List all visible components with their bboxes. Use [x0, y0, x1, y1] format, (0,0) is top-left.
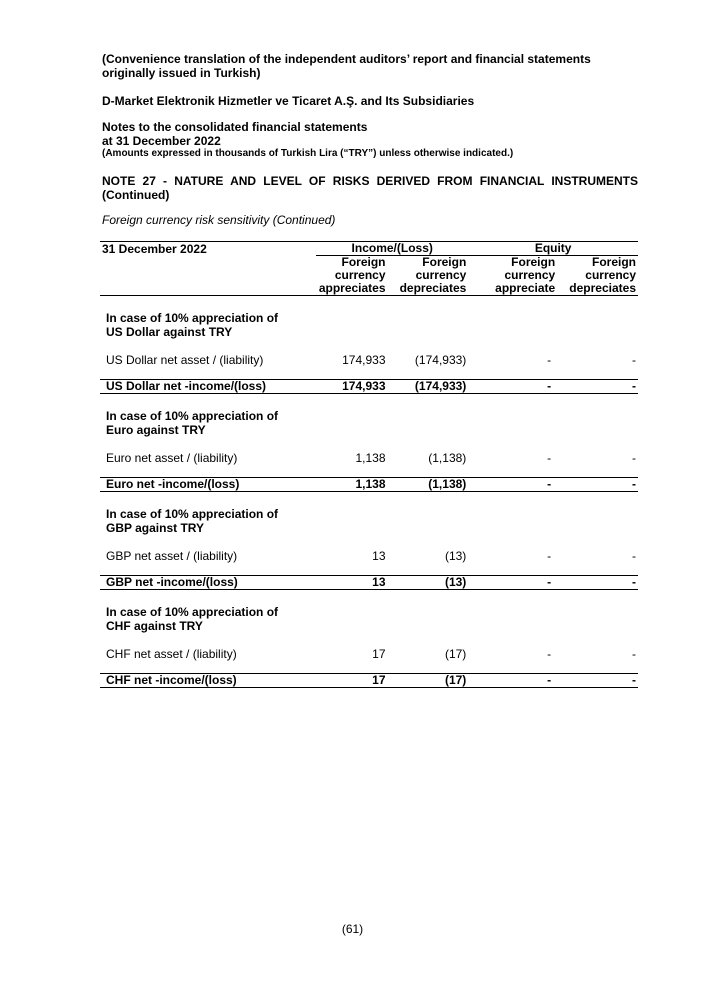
col-header: Foreign [422, 255, 467, 269]
cell-equity-depreciates: - [632, 549, 636, 563]
total-label: US Dollar net -income/(loss) [100, 380, 316, 394]
section-heading-line1: In case of 10% appreciation of [106, 507, 279, 521]
cell-foreign-appreciates: 1,138 [355, 451, 386, 465]
income-loss-group-header: Income/(Loss) [316, 242, 468, 256]
total-foreign-depreciates: (13) [388, 576, 469, 590]
cell-foreign-appreciates: 13 [372, 549, 386, 563]
total-equity-depreciates: - [557, 380, 638, 394]
section-heading-line2: GBP against TRY [106, 521, 205, 535]
page-number: (61) [341, 922, 364, 936]
table-row [100, 452, 638, 465]
total-equity-appreciate: - [468, 576, 557, 590]
total-foreign-appreciates: 1,138 [316, 478, 387, 492]
date-line: at 31 December 2022 [102, 134, 221, 148]
table-row [100, 648, 638, 661]
total-row [100, 576, 638, 590]
row-label: Euro net asset / (liability) [106, 451, 238, 465]
cell-equity-depreciates: - [632, 451, 636, 465]
fx-sensitivity-table [100, 241, 638, 688]
cell-foreign-depreciates: (1,138) [428, 451, 467, 465]
cell-equity-depreciates: - [632, 353, 636, 367]
section-heading-line2: Euro against TRY [106, 423, 206, 437]
section-subtitle: Foreign currency risk sensitivity (Continued) [102, 213, 336, 227]
translation-note: (Convenience translation of the independent auditors’ report and financial statements originally issued in Turkish) [102, 52, 591, 80]
section-heading-row [100, 507, 638, 535]
cell-equity-appreciate: - [547, 353, 552, 367]
column-header-row-3 [100, 282, 638, 296]
total-foreign-depreciates: (17) [388, 674, 469, 688]
total-row [100, 478, 638, 492]
total-equity-appreciate: - [468, 478, 557, 492]
col-header: currency [415, 268, 467, 282]
section-heading-line1: In case of 10% appreciation of [106, 409, 279, 423]
cell-equity-appreciate: - [547, 451, 552, 465]
total-row [100, 674, 638, 688]
col-header: Foreign [341, 255, 386, 269]
row-label: CHF net asset / (liability) [106, 647, 237, 661]
notes-title: Notes to the consolidated financial statements [102, 120, 368, 134]
cell-foreign-depreciates: (174,933) [414, 353, 467, 367]
total-equity-appreciate: - [468, 380, 557, 394]
table-group-header-row [100, 242, 638, 256]
section-heading-line2: US Dollar against TRY [106, 325, 233, 339]
col-header: currency [334, 268, 386, 282]
cell-foreign-depreciates: (13) [444, 549, 467, 563]
cell-equity-appreciate: - [547, 647, 552, 661]
total-equity-depreciates: - [557, 478, 638, 492]
section-heading-line2: CHF against TRY [106, 619, 203, 633]
col-header: appreciate [468, 282, 557, 296]
cell-foreign-appreciates: 17 [372, 647, 386, 661]
cell-foreign-appreciates: 174,933 [342, 353, 386, 367]
total-foreign-appreciates: 13 [316, 576, 387, 590]
cell-foreign-depreciates: (17) [444, 647, 467, 661]
section-heading-row [100, 605, 638, 633]
total-foreign-depreciates: (1,138) [388, 478, 469, 492]
table-sections [100, 296, 638, 688]
table-row [100, 550, 638, 563]
section-heading-row [100, 409, 638, 437]
row-label: US Dollar net asset / (liability) [106, 353, 264, 367]
total-label: GBP net -income/(loss) [100, 576, 316, 590]
total-foreign-appreciates: 174,933 [316, 380, 387, 394]
total-equity-depreciates: - [557, 576, 638, 590]
section-heading-line1: In case of 10% appreciation of [106, 311, 279, 325]
col-header: depreciates [388, 282, 469, 296]
company-name: D-Market Elektronik Hizmetler ve Ticaret A.Ş. and Its Subsidiaries [102, 94, 475, 108]
column-header-row-1 [100, 256, 638, 270]
section-heading-line1: In case of 10% appreciation of [106, 605, 279, 619]
cell-equity-appreciate: - [547, 549, 552, 563]
table-row [100, 354, 638, 367]
total-foreign-appreciates: 17 [316, 674, 387, 688]
note-heading [102, 174, 638, 202]
equity-group-header: Equity [468, 242, 638, 256]
total-row [100, 380, 638, 394]
total-label: CHF net -income/(loss) [100, 674, 316, 688]
total-equity-depreciates: - [557, 674, 638, 688]
col-header: appreciates [316, 282, 387, 296]
total-label: Euro net -income/(loss) [100, 478, 316, 492]
col-header: currency [504, 268, 556, 282]
note-heading-line1: NOTE 27 - NATURE AND LEVEL OF RISKS DERIVED FROM FINANCIAL INSTRUMENTS [102, 174, 638, 188]
col-header: Foreign [592, 255, 636, 269]
total-equity-appreciate: - [468, 674, 557, 688]
col-header: currency [585, 268, 636, 282]
amounts-note: (Amounts expressed in thousands of Turkish Lira (“TRY”) unless otherwise indicated.) [102, 148, 514, 159]
col-header: Foreign [511, 255, 556, 269]
note-heading-line2: (Continued) [102, 188, 170, 202]
cell-equity-depreciates: - [632, 647, 636, 661]
section-heading-row [100, 311, 638, 339]
period-label: 31 December 2022 [100, 242, 316, 256]
total-foreign-depreciates: (174,933) [388, 380, 469, 394]
row-label: GBP net asset / (liability) [106, 549, 238, 563]
col-header: depreciates [557, 282, 638, 296]
